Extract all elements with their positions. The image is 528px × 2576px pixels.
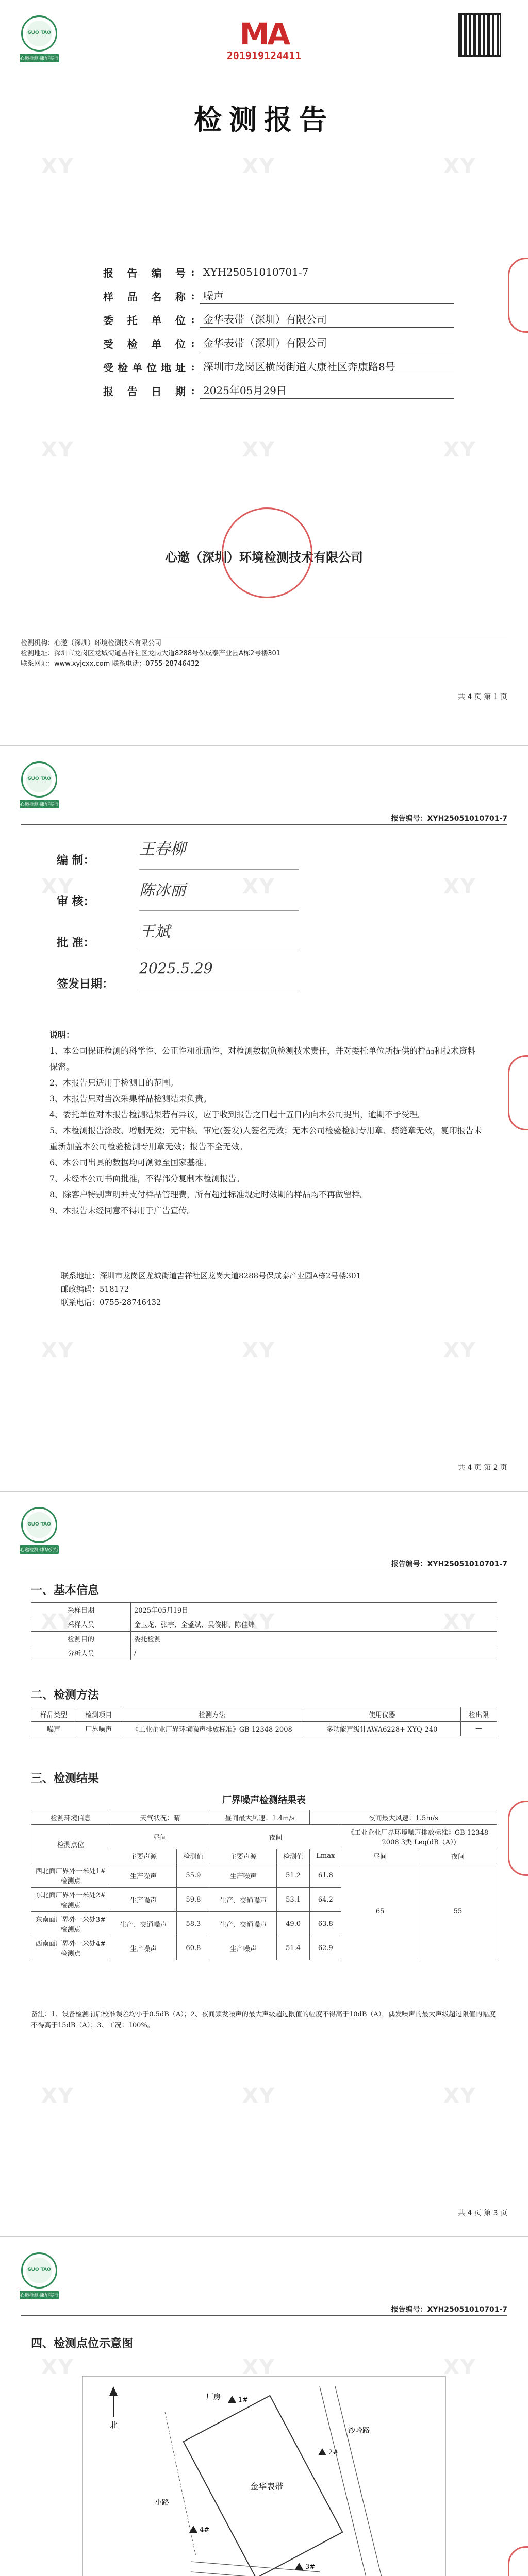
info-row <box>103 308 454 331</box>
table-cell: 天气状况：晴 <box>110 1810 210 1825</box>
table-cell: 53.1 <box>276 1888 310 1912</box>
report-number: 报告编号：XYH25051010701-7 <box>391 1560 507 1568</box>
footer-line: 检测机构：心邀（深圳）环境检测技术有限公司 <box>21 639 162 647</box>
report-page-2 <box>0 745 528 1492</box>
north-arrow <box>109 2386 118 2417</box>
table-cell: 《工业企业厂界环境噪声排放标准》GB 12348-2008 <box>121 1722 303 1736</box>
table-row <box>31 1646 497 1660</box>
logo-badge: GUO TAO <box>21 2252 57 2289</box>
watermark: XY <box>443 1338 476 1362</box>
watermark: XY <box>443 2084 476 2108</box>
table-cell: 西南面厂界外一米处4#检测点 <box>31 1936 110 1960</box>
column-header: 主要声源 <box>210 1849 276 1863</box>
svg-text:4#: 4# <box>200 2526 210 2534</box>
table-cell: 东北面厂界外一米处2#检测点 <box>31 1888 110 1912</box>
notice-item: 9、本报告未经同意不得用于广告宣传。 <box>50 1206 195 1215</box>
watermark: XY <box>443 155 476 178</box>
notice-item: 5、本检测报告涂改、增删无效；无审核、审定(签发)人签名无效；无本公司检验检测专用章、骑缝章无效，复印报告未重新加盖本公司检验检测专用章无效；报告不全无效。 <box>50 1126 482 1151</box>
table-row <box>31 1617 497 1632</box>
info-colon: : <box>191 337 195 349</box>
watermark: XY <box>41 2355 74 2379</box>
company-logo <box>20 1507 59 1554</box>
table-cell: 检测环境信息 <box>31 1810 110 1825</box>
info-key: 委托单位 <box>103 314 186 327</box>
notice-item: 6、本公司出具的数据均可溯源至国家基准。 <box>50 1158 212 1167</box>
basic-info-table <box>31 1602 497 1660</box>
logo-badge: GUO TAO <box>21 15 57 52</box>
signature-date-text: 2025.5.29 <box>139 960 213 977</box>
header-divider <box>21 824 507 825</box>
table-cell: 多功能声级计AWA6228+ XYQ-240 <box>303 1722 461 1736</box>
contact-line: 联系地址：深圳市龙岗区龙城街道吉祥社区龙岗大道8288号保成泰产业园A栋2号楼301 <box>61 1271 361 1280</box>
table-cell: 生产噪声 <box>110 1888 177 1912</box>
info-row <box>103 331 454 355</box>
table-cell: / <box>131 1646 497 1660</box>
notice-title: 说明： <box>50 1030 75 1040</box>
sign-label: 批 准： <box>57 936 95 950</box>
column-header: 主要声源 <box>110 1849 177 1863</box>
column-header: Lmax <box>310 1849 341 1863</box>
report-info <box>103 260 454 402</box>
column-header: 检测值 <box>177 1849 210 1863</box>
info-key: 受检单位 <box>103 337 186 350</box>
notice-item: 4、委托单位对本报告检测结果若有异议，应于收到报告之日起十五日内向本公司提出，逾期不予受理。 <box>50 1110 426 1120</box>
plant-label: 厂房 <box>206 2393 221 2401</box>
table-cell: 生产噪声 <box>210 1863 276 1888</box>
sign-label: 签发日期： <box>57 977 114 991</box>
watermark: XY <box>242 438 275 462</box>
watermark: XY <box>443 2355 476 2379</box>
notice-item: 8、除客户特别声明并支付样品管理费，所有超过标准规定时效期的样品均不再做留样。 <box>50 1190 369 1199</box>
notice-item: 3、本报告只对当次采集样品检测结果负责。 <box>50 1094 212 1104</box>
section-title: 一、基本信息 <box>31 1584 100 1597</box>
company-logo <box>20 15 59 62</box>
signature-compiler <box>139 836 299 870</box>
info-key: 样品名称 <box>103 290 186 303</box>
table-cell: 60.8 <box>177 1936 210 1960</box>
page-number: 共 4 页 第 1 页 <box>457 693 507 701</box>
section-title: 三、检测结果 <box>31 1772 100 1785</box>
table-row <box>31 1603 497 1617</box>
seam-seal <box>508 2546 528 2576</box>
sign-label: 审 核： <box>57 895 95 908</box>
table-cell: 昼间最大风速：1.4m/s <box>210 1810 310 1825</box>
logo-subtitle: 心邀检测·康华实行 <box>20 1545 59 1554</box>
table-cell: 62.9 <box>310 1936 341 1960</box>
table-cell: 61.8 <box>310 1863 341 1888</box>
table-row <box>31 1863 497 1888</box>
table-cell: 生产噪声 <box>110 1863 177 1888</box>
table-cell: 分析人员 <box>31 1646 131 1660</box>
column-header: 检测值 <box>276 1849 310 1863</box>
notice-item: 2、本报告只适用于检测目的范围。 <box>50 1078 179 1088</box>
info-row <box>103 355 454 379</box>
cover-footer <box>21 635 507 669</box>
column-header: 夜间 <box>419 1849 497 1863</box>
info-key: 受检单位地址 <box>103 361 186 374</box>
column-header: 夜间 <box>210 1825 341 1849</box>
info-colon: : <box>191 266 195 278</box>
north-label: 北 <box>110 2420 118 2430</box>
table-row <box>31 1810 497 1825</box>
watermark: XY <box>443 438 476 462</box>
column-header: 样品类型 <box>31 1707 76 1722</box>
watermark: XY <box>41 1610 74 1634</box>
info-colon: : <box>191 361 195 373</box>
report-number: 报告编号：XYH25051010701-7 <box>391 2306 507 2314</box>
sign-label: 编 制： <box>57 854 95 867</box>
monitoring-point <box>228 2396 248 2404</box>
notice-item: 7、未经本公司书面批准，不得部分复制本检测报告。 <box>50 1174 245 1183</box>
road-line <box>165 2412 196 2556</box>
report-title: 检测报告 <box>194 103 334 136</box>
info-row <box>103 284 454 308</box>
signature-reviewer <box>139 877 299 911</box>
contact-info <box>61 1269 361 1309</box>
info-key: 报告日期 <box>103 385 186 398</box>
logo-subtitle: 心邀检测·康华实行 <box>20 800 59 808</box>
report-page-1 <box>0 0 528 745</box>
table-row <box>31 1722 497 1736</box>
road-line <box>335 2386 382 2576</box>
cma-mark <box>206 16 322 62</box>
watermark: XY <box>41 155 74 178</box>
watermark: XY <box>41 875 74 899</box>
page-number: 共 4 页 第 3 页 <box>457 2209 507 2217</box>
info-value: 金华表带（深圳）有限公司 <box>200 335 454 351</box>
report-page-3 <box>0 1491 528 2237</box>
table-cell: 58.3 <box>177 1912 210 1936</box>
watermark: XY <box>242 1338 275 1362</box>
watermark: XY <box>242 2355 275 2379</box>
footer-line: 检测地址：深圳市龙岗区龙城街道吉祥社区龙岗大道8288号保成泰产业园A栋2号楼301 <box>21 650 281 657</box>
svg-text:3#: 3# <box>305 2563 316 2571</box>
info-colon: : <box>191 290 195 302</box>
info-key: 报告编号 <box>103 266 186 279</box>
notice-item: 1、本公司保证检测的科学性、公正性和准确性，对检测数据负检测技术责任，并对委托单位所提供的样品和技术资料保密。 <box>50 1046 476 1072</box>
header-divider <box>21 2315 507 2316</box>
seam-seal <box>508 1055 528 1130</box>
table-cell: 55.9 <box>177 1863 210 1888</box>
table-cell: 生产、交通噪声 <box>110 1912 177 1936</box>
table-cell: 55 <box>419 1863 497 1960</box>
page-number: 共 4 页 第 2 页 <box>457 1464 507 1472</box>
table-cell: 东南面厂界外一米处3#检测点 <box>31 1912 110 1936</box>
monitoring-point <box>295 2563 315 2571</box>
table-title: 厂界噪声检测结果表 <box>222 1795 306 1806</box>
info-value: 2025年05月29日 <box>200 383 454 399</box>
table-cell: 49.0 <box>276 1912 310 1936</box>
info-value: 金华表带（深圳）有限公司 <box>200 312 454 328</box>
table-cell: 59.8 <box>177 1888 210 1912</box>
signature: 陈冰丽 <box>139 882 186 900</box>
table-cell: 51.4 <box>276 1936 310 1960</box>
info-colon: : <box>191 313 195 326</box>
column-header: 使用仪器 <box>303 1707 461 1722</box>
column-header: 检出限 <box>461 1707 497 1722</box>
table-row <box>31 1632 497 1646</box>
section-title: 四、检测点位示意图 <box>31 2337 134 2350</box>
info-colon: : <box>191 384 195 397</box>
report-number: 报告编号：XYH25051010701-7 <box>391 815 507 823</box>
road-line <box>320 2386 366 2576</box>
table-cell: 委托检测 <box>131 1632 497 1646</box>
table-cell: 2025年05月19日 <box>131 1603 497 1617</box>
seam-seal <box>508 1801 528 1876</box>
road-label: 沙岭路 <box>348 2427 370 2435</box>
table-cell: 生产、交通噪声 <box>210 1912 276 1936</box>
monitoring-point <box>318 2448 338 2456</box>
table-cell: 厂界噪声 <box>76 1722 121 1736</box>
logo-subtitle: 心邀检测·康华实行 <box>20 54 59 62</box>
column-header: 昼间 <box>110 1825 210 1849</box>
signature: 王春柳 <box>139 840 186 858</box>
table-notes: 备注：1、设备检测前后校准误差均小于0.5dB（A）；2、夜间频发噪声的最大声级超过限值的幅度不得高于10dB（A），偶发噪声的最大声级超过限值的幅度不得高于15dB（A）；3、工况：100%。 <box>31 2011 496 2029</box>
watermark: XY <box>242 155 275 178</box>
table-cell: 51.2 <box>276 1863 310 1888</box>
table-cell: 生产噪声 <box>210 1936 276 1960</box>
monitoring-point <box>189 2526 209 2534</box>
logo-subtitle: 心邀检测·康华实行 <box>20 2291 59 2299</box>
info-row <box>103 379 454 402</box>
watermark: XY <box>443 1610 476 1634</box>
report-page-4 <box>0 2236 528 2576</box>
logo-badge: GUO TAO <box>21 1507 57 1543</box>
info-value: 噪声 <box>200 288 454 304</box>
company-label: 金华表带 <box>250 2482 284 2492</box>
watermark: XY <box>443 875 476 899</box>
table-cell: 65 <box>341 1863 419 1960</box>
table-cell: 生产、交通噪声 <box>210 1888 276 1912</box>
signature-date <box>139 960 299 993</box>
qr-code <box>458 13 501 57</box>
map-frame <box>82 2376 446 2576</box>
table-header-row <box>31 1825 497 1849</box>
logo-badge: GUO TAO <box>21 761 57 798</box>
table-cell: 西北面厂界外一米处1#检测点 <box>31 1863 110 1888</box>
company-seal <box>222 507 312 598</box>
noise-results-table <box>31 1810 497 1960</box>
footer-line: 联系网址：www.xyjcxx.com 联系电话：0755-28746432 <box>21 660 200 668</box>
watermark: XY <box>41 438 74 462</box>
watermark: XY <box>242 2084 275 2108</box>
svg-text:2#: 2# <box>328 2449 339 2456</box>
info-value: 深圳市龙岗区横岗街道大康社区奔康路8号 <box>200 359 454 375</box>
road-label: 小路 <box>155 2499 169 2507</box>
table-cell: 采样日期 <box>31 1603 131 1617</box>
cma-logo: MA <box>239 16 289 52</box>
road-line <box>191 2572 320 2576</box>
table-cell: 检测目的 <box>31 1632 131 1646</box>
contact-line: 邮政编码：518172 <box>61 1284 129 1294</box>
info-value: XYH25051010701-7 <box>200 264 454 280</box>
column-header: 检测点位 <box>31 1825 110 1863</box>
table-header-row <box>31 1707 497 1722</box>
contact-line: 联系电话：0755-28746432 <box>61 1298 161 1307</box>
table-cell: 噪声 <box>31 1722 76 1736</box>
table-cell: 夜间最大风速：1.5m/s <box>310 1810 497 1825</box>
info-row <box>103 260 454 284</box>
watermark: XY <box>41 1338 74 1362</box>
watermark: XY <box>242 1610 275 1634</box>
table-cell: 生产噪声 <box>110 1936 177 1960</box>
column-header: 昼间 <box>341 1849 419 1863</box>
column-header: 检测项目 <box>76 1707 121 1722</box>
company-logo <box>20 761 59 808</box>
cma-number: 201919124411 <box>226 49 302 62</box>
svg-text:1#: 1# <box>238 2396 249 2404</box>
watermark: XY <box>41 2084 74 2108</box>
table-cell: 64.2 <box>310 1888 341 1912</box>
signature-approver <box>139 919 299 952</box>
company-name: 心邀（深圳）环境检测技术有限公司 <box>165 550 363 565</box>
table-cell: 63.8 <box>310 1912 341 1936</box>
table-cell: — <box>461 1722 497 1736</box>
section-title: 二、检测方法 <box>31 1688 100 1702</box>
company-logo <box>20 2252 59 2299</box>
signature: 王斌 <box>139 923 170 941</box>
column-header: 《工业企业厂界环境噪声排放标准》GB 12348-2008 3类 Leq(dB（A）) <box>341 1825 497 1849</box>
seam-seal <box>508 258 528 333</box>
report-notice <box>50 1027 483 1218</box>
column-header: 检测方法 <box>121 1707 303 1722</box>
table-cell: 金玉龙、张宇、全盛斌、吴俊彬、陈佳炜 <box>131 1617 497 1632</box>
site-map <box>77 2371 451 2576</box>
table-cell: 采样人员 <box>31 1617 131 1632</box>
watermark: XY <box>242 875 275 899</box>
method-table <box>31 1707 497 1736</box>
